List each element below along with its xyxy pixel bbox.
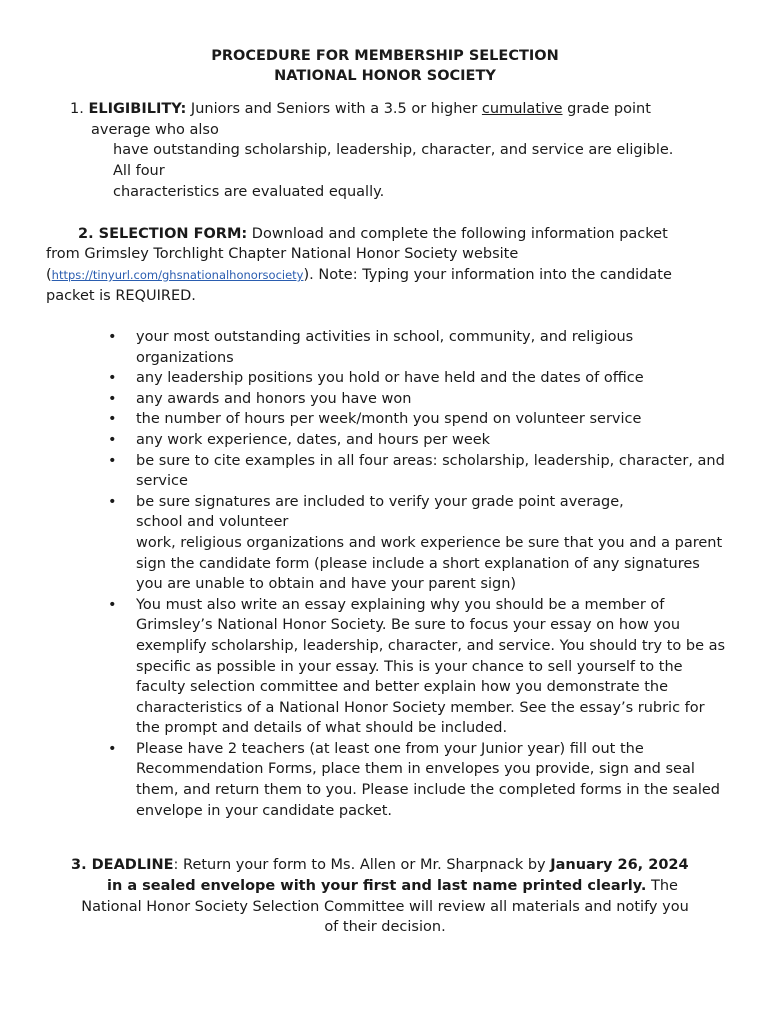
eligibility-line-1 xyxy=(70,99,651,120)
list-item xyxy=(108,368,728,389)
eligibility-number: 1. xyxy=(70,101,84,117)
list-item xyxy=(108,492,728,595)
deadline-text-end: The xyxy=(646,878,678,894)
bullet-icon xyxy=(108,451,136,472)
list-item-text: be sure signatures are included to verify your grade point average, school and volunteer xyxy=(136,493,624,531)
selection-form-text: Download and complete the following information packet xyxy=(247,226,668,242)
deadline-line-3: National Honor Society Selection Committee will review all materials and notify you xyxy=(81,899,689,915)
eligibility-text: Juniors and Seniors with a 3.5 or higher xyxy=(186,101,482,117)
selection-form-line-1 xyxy=(78,224,668,245)
eligibility-text-end: grade point xyxy=(562,101,651,117)
list-item-text: You must also write an essay explaining why you should be a member of Grimsley’s National Honor Society. Be sure to focus your essay on how you exemplify scholarship, leadership, character, and service. You should try to be as specific as possible in your essay. This is your chance to sell yourself to the faculty selection committee and better explain how you demonstrate the characteristics of a National Honor Society member. See the essay’s rubric for the prompt and details of what should be included. xyxy=(136,596,726,737)
eligibility-label: ELIGIBILITY: xyxy=(88,101,187,117)
list-item-text: your most outstanding activities in school, community, and religious organizations xyxy=(136,329,634,366)
list-item xyxy=(108,430,728,451)
bullet-icon xyxy=(108,368,136,389)
deadline-label: 3. DEADLINE xyxy=(71,857,174,873)
selection-form-line-3 xyxy=(46,265,672,286)
bullet-icon xyxy=(108,492,136,513)
list-item xyxy=(108,389,728,410)
deadline-date: January 26, 2024 xyxy=(550,857,689,873)
list-item xyxy=(108,327,728,368)
list-item-text: be sure to cite examples in all four areas: scholarship, leadership, character, and service xyxy=(136,452,725,490)
paren-open: ( xyxy=(46,267,52,283)
website-link[interactable]: https://tinyurl.com/ghsnationalhonorsociety xyxy=(51,268,304,282)
cumulative-underlined: cumulative xyxy=(481,101,563,117)
list-item-text: any awards and honors you have won xyxy=(136,390,412,407)
selection-form-note: ). Note: Typing your information into the candidate xyxy=(303,267,672,283)
eligibility-line-3: have outstanding scholarship, leadership, character, and service are eligible. xyxy=(113,142,674,158)
bullet-icon xyxy=(108,430,136,451)
document-title: PROCEDURE FOR MEMBERSHIP SELECTION xyxy=(211,48,559,64)
list-item xyxy=(108,409,728,430)
list-item-text: any leadership positions you hold or have held and the dates of office xyxy=(136,370,644,387)
list-item-continuation: work, religious organizations and work experience be sure that you and a parent sign the candidate form (please include a short explanation of any signatures you are unable to obtain and have your parent sign) xyxy=(136,534,723,593)
deadline-line-2 xyxy=(107,876,678,897)
document-subtitle: NATIONAL HONOR SOCIETY xyxy=(274,68,496,84)
eligibility-line-5: characteristics are evaluated equally. xyxy=(113,184,385,200)
bullet-icon xyxy=(108,739,136,760)
deadline-line-1 xyxy=(71,855,689,876)
bullet-icon xyxy=(108,389,136,410)
list-item-text: Please have 2 teachers (at least one from your Junior year) fill out the Recommendation Forms, place them in envelopes you provide, sign and seal them, and return them to you. Please include the completed forms in the sealed envelope in your candidate packet. xyxy=(136,740,721,819)
bullet-icon xyxy=(108,327,136,348)
list-item xyxy=(108,739,728,821)
list-item xyxy=(108,595,728,739)
list-item-text: any work experience, dates, and hours per week xyxy=(136,431,491,448)
eligibility-line-2: average who also xyxy=(91,122,219,138)
deadline-text: : Return your form to Ms. Allen or Mr. Sharpnack by xyxy=(173,857,551,873)
selection-form-line-2: from Grimsley Torchlight Chapter National Honor Society website xyxy=(46,246,519,262)
selection-form-label: 2. SELECTION FORM: xyxy=(78,226,248,242)
list-item-text: the number of hours per week/month you spend on volunteer service xyxy=(136,411,642,428)
selection-form-line-4: packet is REQUIRED. xyxy=(46,288,196,304)
bullet-icon xyxy=(108,595,136,616)
requirements-list xyxy=(108,327,728,821)
bullet-icon xyxy=(108,409,136,430)
deadline-envelope-instruction: in a sealed envelope with your first and last name printed clearly. xyxy=(107,878,647,894)
list-item xyxy=(108,451,728,492)
deadline-line-4: of their decision. xyxy=(324,919,446,935)
eligibility-line-4: All four xyxy=(113,163,165,179)
